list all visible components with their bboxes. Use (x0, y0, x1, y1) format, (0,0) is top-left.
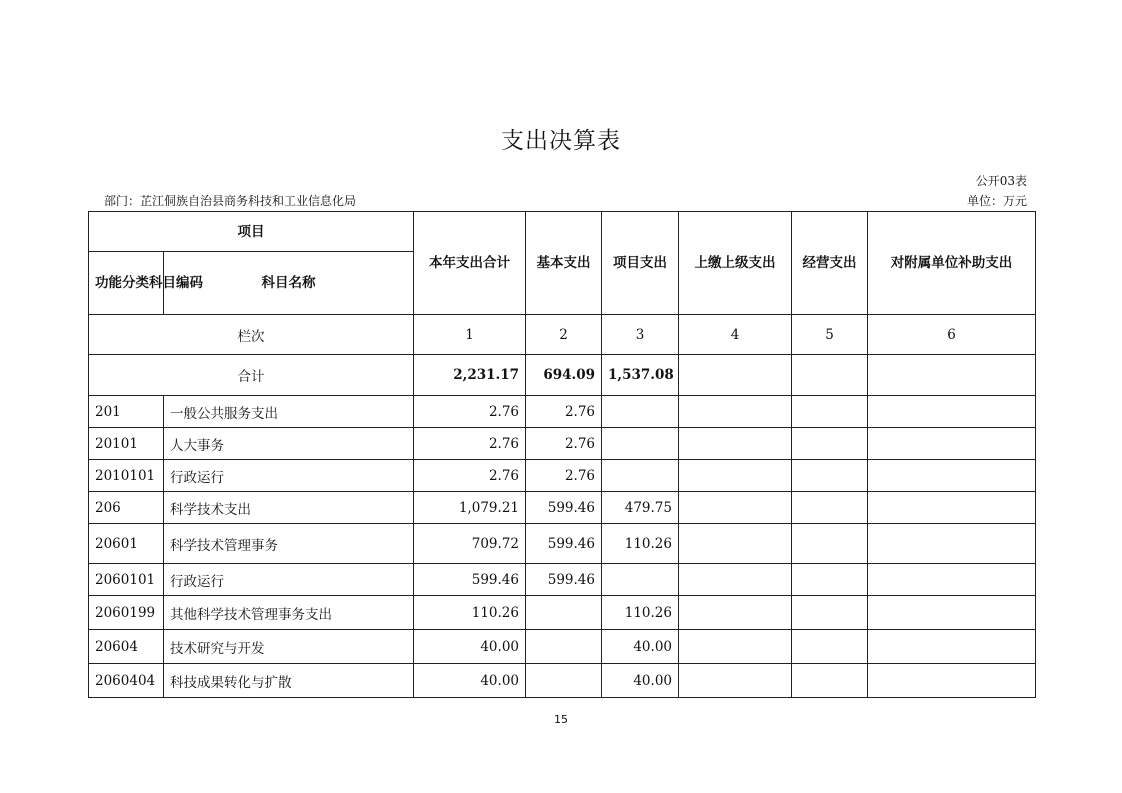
row-total: 110.26 (414, 596, 526, 630)
row-code: 2010101 (89, 460, 164, 492)
row-subsidy (868, 564, 1036, 596)
row-subsidy (868, 492, 1036, 524)
row-upper (679, 630, 792, 664)
row-upper (679, 492, 792, 524)
table-row (89, 460, 1036, 492)
totals-operating (792, 355, 868, 396)
row-basic (526, 630, 602, 664)
row-code: 20604 (89, 630, 164, 664)
header-name: 科目名称 (164, 252, 414, 315)
row-operating (792, 596, 868, 630)
totals-total: 2,231.17 (414, 355, 526, 396)
column-index-5: 5 (792, 315, 868, 355)
row-total: 40.00 (414, 630, 526, 664)
row-operating (792, 396, 868, 428)
row-total: 40.00 (414, 664, 526, 698)
row-upper (679, 428, 792, 460)
table-row (89, 524, 1036, 564)
row-project (602, 428, 679, 460)
header-item: 项目 (89, 212, 414, 252)
row-basic: 2.76 (526, 428, 602, 460)
row-basic: 599.46 (526, 492, 602, 524)
row-subsidy (868, 630, 1036, 664)
expenditure-table (88, 211, 1036, 698)
table-row (89, 596, 1036, 630)
row-project: 40.00 (602, 630, 679, 664)
row-operating (792, 460, 868, 492)
row-name: 人大事务 (164, 428, 414, 460)
page-number: 15 (554, 713, 568, 726)
column-index-row (89, 315, 1036, 355)
column-index-3: 3 (602, 315, 679, 355)
header-row-1 (89, 212, 1036, 252)
row-total: 1,079.21 (414, 492, 526, 524)
row-operating (792, 664, 868, 698)
row-project (602, 564, 679, 596)
totals-label: 合计 (89, 355, 414, 396)
table-row (89, 664, 1036, 698)
row-basic: 2.76 (526, 460, 602, 492)
row-name: 科技成果转化与扩散 (164, 664, 414, 698)
row-upper (679, 396, 792, 428)
row-code: 2060404 (89, 664, 164, 698)
row-basic: 599.46 (526, 524, 602, 564)
row-upper (679, 664, 792, 698)
header-subsidy: 对附属单位补助支出 (868, 212, 1036, 315)
header-upper: 上缴上级支出 (679, 212, 792, 315)
row-subsidy (868, 596, 1036, 630)
row-operating (792, 630, 868, 664)
totals-basic: 694.09 (526, 355, 602, 396)
row-project (602, 460, 679, 492)
row-subsidy (868, 664, 1036, 698)
totals-subsidy (868, 355, 1036, 396)
row-upper (679, 564, 792, 596)
row-basic (526, 596, 602, 630)
row-project: 40.00 (602, 664, 679, 698)
row-name: 科学技术管理事务 (164, 524, 414, 564)
totals-upper (679, 355, 792, 396)
table-row (89, 492, 1036, 524)
table-row (89, 396, 1036, 428)
row-name: 科学技术支出 (164, 492, 414, 524)
header-code: 功能分类科目编码 (89, 252, 164, 315)
row-code: 20601 (89, 524, 164, 564)
row-basic: 2.76 (526, 396, 602, 428)
row-subsidy (868, 396, 1036, 428)
department-label: 部门：芷江侗族自治县商务科技和工业信息化局 (104, 194, 357, 208)
row-project: 110.26 (602, 596, 679, 630)
page-title: 支出决算表 (501, 128, 621, 154)
row-upper (679, 460, 792, 492)
row-name: 其他科学技术管理事务支出 (164, 596, 414, 630)
row-name: 技术研究与开发 (164, 630, 414, 664)
header-project: 项目支出 (602, 212, 679, 315)
totals-row (89, 355, 1036, 396)
row-project (602, 396, 679, 428)
unit-label: 单位：万元 (966, 194, 1027, 208)
column-index-label: 栏次 (89, 315, 414, 355)
header-basic: 基本支出 (526, 212, 602, 315)
row-total: 2.76 (414, 396, 526, 428)
row-subsidy (868, 428, 1036, 460)
row-total: 709.72 (414, 524, 526, 564)
column-index-4: 4 (679, 315, 792, 355)
row-name: 一般公共服务支出 (164, 396, 414, 428)
table-row (89, 428, 1036, 460)
row-code: 206 (89, 492, 164, 524)
row-basic (526, 664, 602, 698)
table-row (89, 564, 1036, 596)
row-total: 599.46 (414, 564, 526, 596)
row-upper (679, 524, 792, 564)
row-operating (792, 492, 868, 524)
row-project: 479.75 (602, 492, 679, 524)
header-operating: 经营支出 (792, 212, 868, 315)
row-project: 110.26 (602, 524, 679, 564)
row-code: 2060199 (89, 596, 164, 630)
row-code: 201 (89, 396, 164, 428)
row-subsidy (868, 460, 1036, 492)
row-total: 2.76 (414, 460, 526, 492)
row-code: 20101 (89, 428, 164, 460)
row-name: 行政运行 (164, 460, 414, 492)
column-index-1: 1 (414, 315, 526, 355)
row-operating (792, 564, 868, 596)
row-code: 2060101 (89, 564, 164, 596)
row-basic: 599.46 (526, 564, 602, 596)
totals-project: 1,537.08 (602, 355, 679, 396)
table-row (89, 630, 1036, 664)
row-upper (679, 596, 792, 630)
form-number: 公开03表 (975, 174, 1027, 188)
header-total: 本年支出合计 (414, 212, 526, 315)
row-total: 2.76 (414, 428, 526, 460)
row-name: 行政运行 (164, 564, 414, 596)
row-operating (792, 428, 868, 460)
column-index-6: 6 (868, 315, 1036, 355)
column-index-2: 2 (526, 315, 602, 355)
row-subsidy (868, 524, 1036, 564)
row-operating (792, 524, 868, 564)
